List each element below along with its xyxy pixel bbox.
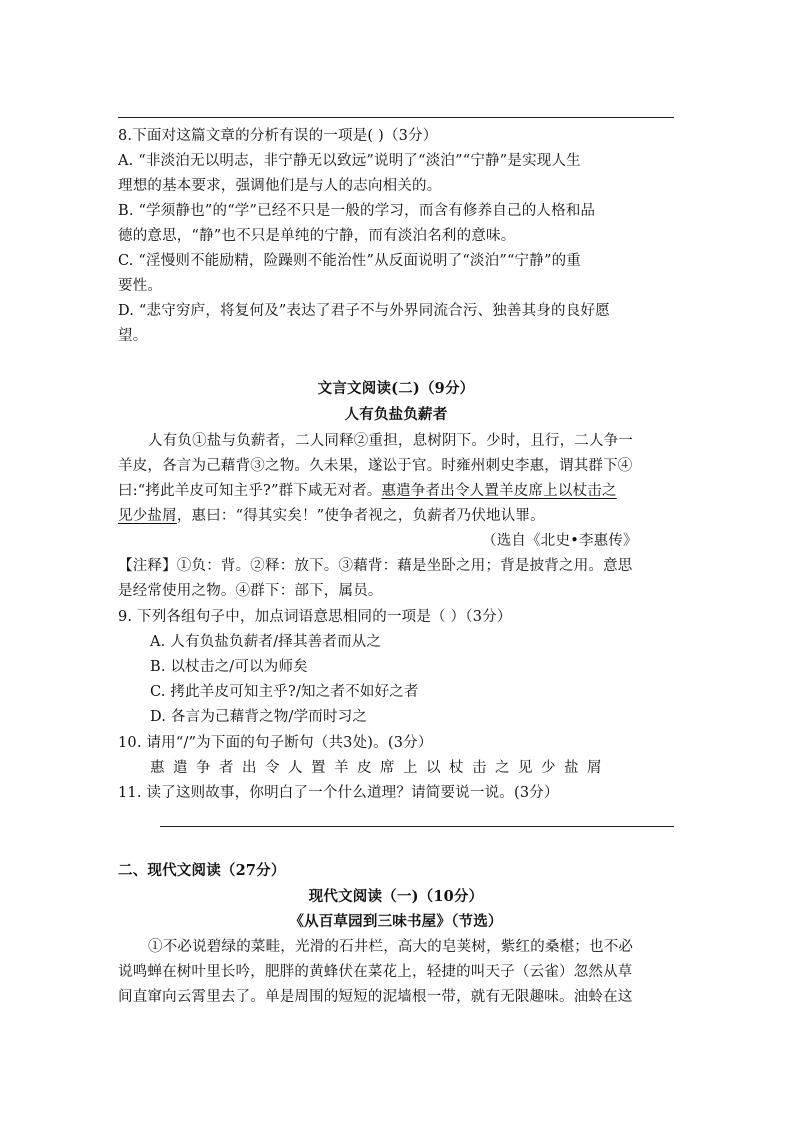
underlined-sentence-part1: 惠遣争者出令人置羊皮席上以杖击之 — [381, 483, 617, 499]
q9-option-c: C. 拷此羊皮可知主乎?/知之者不如好之者 — [150, 684, 419, 700]
q9-option-a: A. 人有负盐负薪者/择其善者而从之 — [150, 634, 382, 650]
q9-stem: 9. 下列各组句子中，加点词语意思相同的一项是（ ）（3分） — [118, 609, 512, 625]
modern-reading-title: 《从百草园到三味书屋》（节选） — [289, 913, 503, 930]
q9-option-d: D. 各言为己藉背之物/学而时习之 — [150, 709, 368, 725]
classical-text-line4-end: ，惠曰：“得其实矣！”使争者视之，负薪者乃伏地认罪。 — [176, 508, 545, 524]
modern-text-line1: ①不必说碧绿的菜畦，光滑的石井栏，高大的皂荚树，紫红的桑椹；也不必 — [148, 939, 634, 955]
q8-option-d-line2: 望。 — [118, 328, 148, 344]
q8-option-b-line1: B. “学须静也”的“学”已经不只是一般的学习，而含有修养自己的人格和品 — [118, 203, 596, 219]
underlined-sentence-part2: 见少盐屑 — [118, 508, 177, 524]
q8-option-a-line1: A. “非淡泊无以明志，非宁静无以致远”说明了“淡泊”“宁静”是实现人生 — [118, 153, 581, 169]
annotation-line2: 是经常使用之物。④群下：部下，属员。 — [118, 583, 383, 599]
classical-source: （选自《北史•李惠传》 — [482, 533, 638, 549]
q8-stem: 8.下面对这篇文章的分析有误的一项是( )（3分） — [118, 128, 438, 144]
q8-option-c-line2: 要性。 — [118, 278, 163, 294]
q10-stem: 10. 请用“/”为下面的句子断句（共3处)。(3分） — [118, 735, 433, 751]
classical-text-line3 — [118, 479, 617, 504]
modern-text-line2: 说鸣蝉在树叶里长吟，肥胖的黄蜂伏在菜花上，轻捷的叫天子（云雀）忽然从草 — [118, 964, 633, 980]
annotation-line1: 【注释】①负：背。②释：放下。③藉背：藉是坐卧之用；背是披背之用。意思 — [118, 558, 633, 574]
q9-option-b: B. 以杖击之/可以为师矣 — [150, 659, 308, 675]
modern-text-line3: 间直窜向云霄里去了。单是周围的短短的泥墙根一带，就有无限趣味。油蛉在这 — [118, 989, 633, 1005]
q11-answer-line — [160, 826, 674, 827]
classical-text-line1: 人有负①盐与负薪者，二人同释②重担，息树阴下。少时，且行，二人争一 — [148, 433, 634, 449]
q8-option-b-line2: 德的意思，“静”也不只是单纯的宁静，而有淡泊名利的意味。 — [118, 228, 516, 244]
classical-heading: 文言文阅读(二)（9分） — [317, 380, 475, 397]
classical-text-line2: 羊皮，各言为己藉背③之物。久未果，遂讼于官。时雍州刺史李惠，谓其群下④ — [118, 458, 633, 474]
q8-option-a-line2: 理想的基本要求，强调他们是与人的志向相关的。 — [118, 178, 442, 194]
q10-sentence: 惠遣争者出令人置羊皮席上以杖击之见少盐屑 — [150, 760, 610, 776]
classical-text-line3-start: 曰:“拷此羊皮可知主乎?”群下咸无对者。 — [118, 483, 382, 499]
classical-text-line4 — [118, 504, 545, 529]
q8-option-d-line1: D. “悲守穷庐，将复何及”表达了君子不与外界同流合污、独善其身的良好愿 — [118, 303, 610, 319]
q11-stem: 11. 读了这则故事，你明白了一个什么道理？请简要说一说。(3分） — [118, 785, 559, 801]
top-answer-line — [118, 117, 674, 118]
section-two-heading: 二、现代文阅读（27分） — [118, 862, 286, 879]
modern-reading-heading: 现代文阅读（一)（10分） — [308, 888, 484, 905]
classical-title: 人有负盐负薪者 — [344, 406, 448, 423]
q8-option-c-line1: C. “淫慢则不能励精，险躁则不能治性”从反面说明了“淡泊”“宁静”的重 — [118, 253, 581, 269]
